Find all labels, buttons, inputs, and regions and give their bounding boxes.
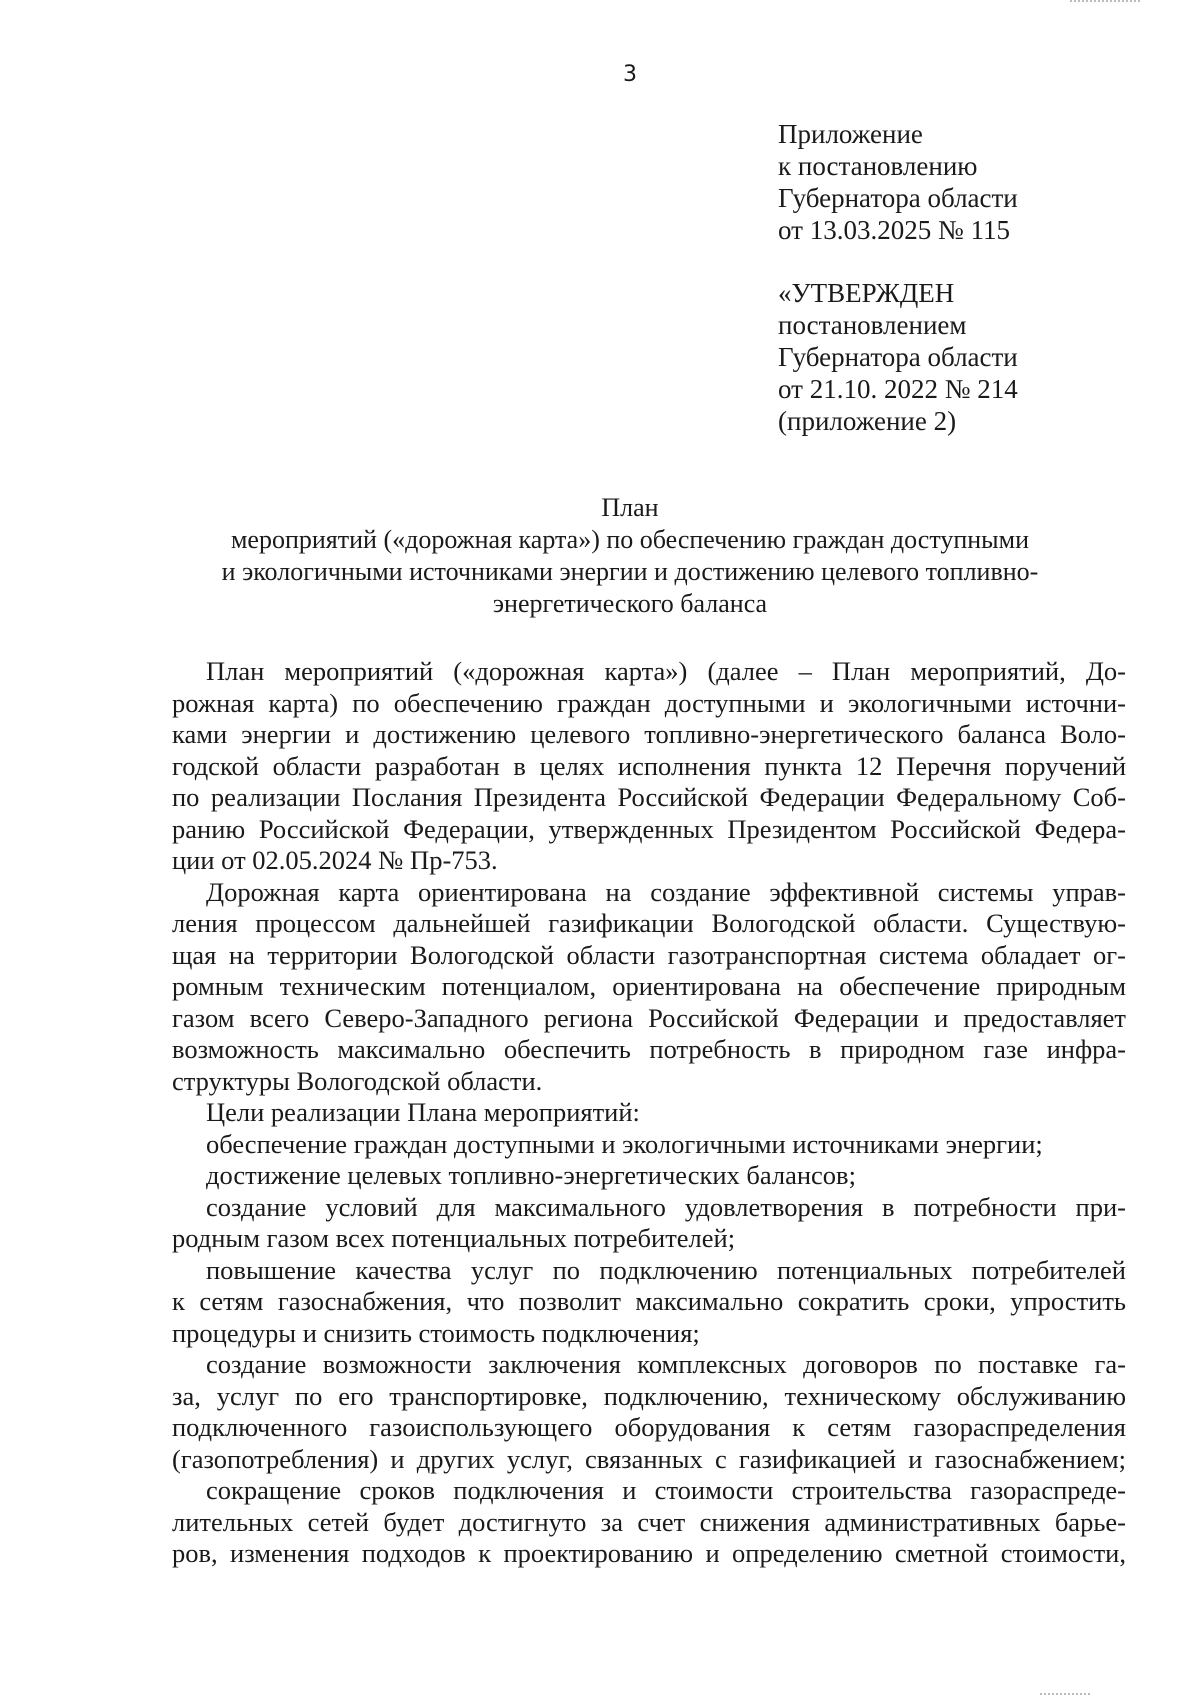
body-line: к сетям газоснабжения, что позволит максимально сократить сроки, упростить: [172, 1286, 1126, 1316]
body-line: рожная карта) по обеспечению граждан доступными и экологичными источни-: [172, 687, 1126, 718]
body-line: ромным техническим потенциалом, ориентирована на обеспечение природным: [172, 971, 1126, 1001]
page-number: 3: [623, 62, 637, 87]
attachment-block: [778, 118, 1018, 246]
body-line: ления процессом дальнейшей газификации Вологодской области. Существую-: [172, 908, 1126, 938]
body-line: ции от 02.05.2024 № Пр-753.: [172, 845, 498, 875]
attachment-line: Губернатора области: [778, 183, 1018, 213]
body-line: Цели реализации Плана мероприятий:: [206, 1097, 640, 1127]
body-line: (газопотребления) и других услуг, связанных с газификацией и газоснабжением;: [172, 1443, 1126, 1474]
body-line: достижение целевых топливно-энергетических балансов;: [206, 1160, 856, 1190]
title-line: План: [601, 493, 659, 522]
body-line: возможность максимально обеспечить потребность в природном газе инфра-: [172, 1034, 1126, 1064]
body-line: щая на территории Вологодской области газотранспортная система обладает ог-: [172, 939, 1126, 970]
approved-block: [778, 277, 1018, 437]
attachment-line: от 13.03.2025 № 115: [778, 215, 1010, 245]
body-line: газом всего Северо-Западного региона Российской Федерации и предоставляет: [172, 1002, 1126, 1033]
approved-line: постановлением: [778, 310, 967, 340]
approved-line: от 21.10. 2022 № 214: [778, 374, 1018, 404]
approved-line: Губернатора области: [778, 342, 1018, 372]
body-line: лительных сетей будет достигнуто за счет снижения административных барье-: [172, 1506, 1126, 1537]
body-line: обеспечение граждан доступными и экологичными источниками энергии;: [206, 1128, 1043, 1159]
title-line: и экологичными источниками энергии и достижению целевого топливно-: [221, 557, 1039, 586]
body-line: сокращение сроков подключения и стоимости строительства газораспреде-: [206, 1475, 1126, 1505]
title-line: мероприятий («дорожная карта») по обеспечению граждан доступными: [230, 525, 1030, 554]
title-line: энергетического баланса: [492, 589, 768, 618]
body-line: за, услуг по его транспортировке, подключению, техническому обслуживанию: [172, 1380, 1126, 1411]
body-line: Дорожная карта ориентирована на создание эффективной системы управ-: [206, 876, 1126, 907]
scan-artifact-bottom: [1040, 1690, 1090, 1695]
body-line: процедуры и снизить стоимость подключения;: [172, 1317, 700, 1348]
body-line: План мероприятий («дорожная карта») (далее – План мероприятий, До-: [206, 656, 1126, 686]
body-line: ров, изменения подходов к проектированию и определению сметной стоимости,: [172, 1538, 1126, 1568]
body-line: ранию Российской Федерации, утвержденных Президентом Российской Федера-: [172, 813, 1126, 844]
body-line: структуры Вологодской области.: [172, 1065, 543, 1096]
body-line: создание возможности заключения комплексных договоров по поставке га-: [206, 1349, 1126, 1379]
approved-line: «УТВЕРЖДЕН: [778, 278, 955, 308]
body-line: родным газом всех потенциальных потребителей;: [172, 1223, 736, 1253]
document-title: [170, 492, 1090, 620]
approved-line: (приложение 2): [778, 406, 957, 436]
body-line: подключенного газоиспользующего оборудования к сетям газораспределения: [172, 1412, 1126, 1442]
body-line: годской области разработан в целях исполнения пункта 12 Перечня поручений: [172, 750, 1126, 781]
document-body: [172, 656, 1126, 1570]
body-line: создание условий для максимального удовлетворения в потребности при-: [206, 1191, 1126, 1222]
body-line: по реализации Послания Президента Российской Федерации Федеральному Соб-: [172, 782, 1126, 812]
attachment-line: к постановлению: [778, 151, 978, 181]
scan-artifact-top: [1070, 0, 1140, 6]
body-line: повышение качества услуг по подключению потенциальных потребителей: [206, 1254, 1126, 1285]
attachment-line: Приложение: [778, 119, 923, 149]
body-line: ками энергии и достижению целевого топливно-энергетического баланса Воло-: [172, 719, 1126, 749]
